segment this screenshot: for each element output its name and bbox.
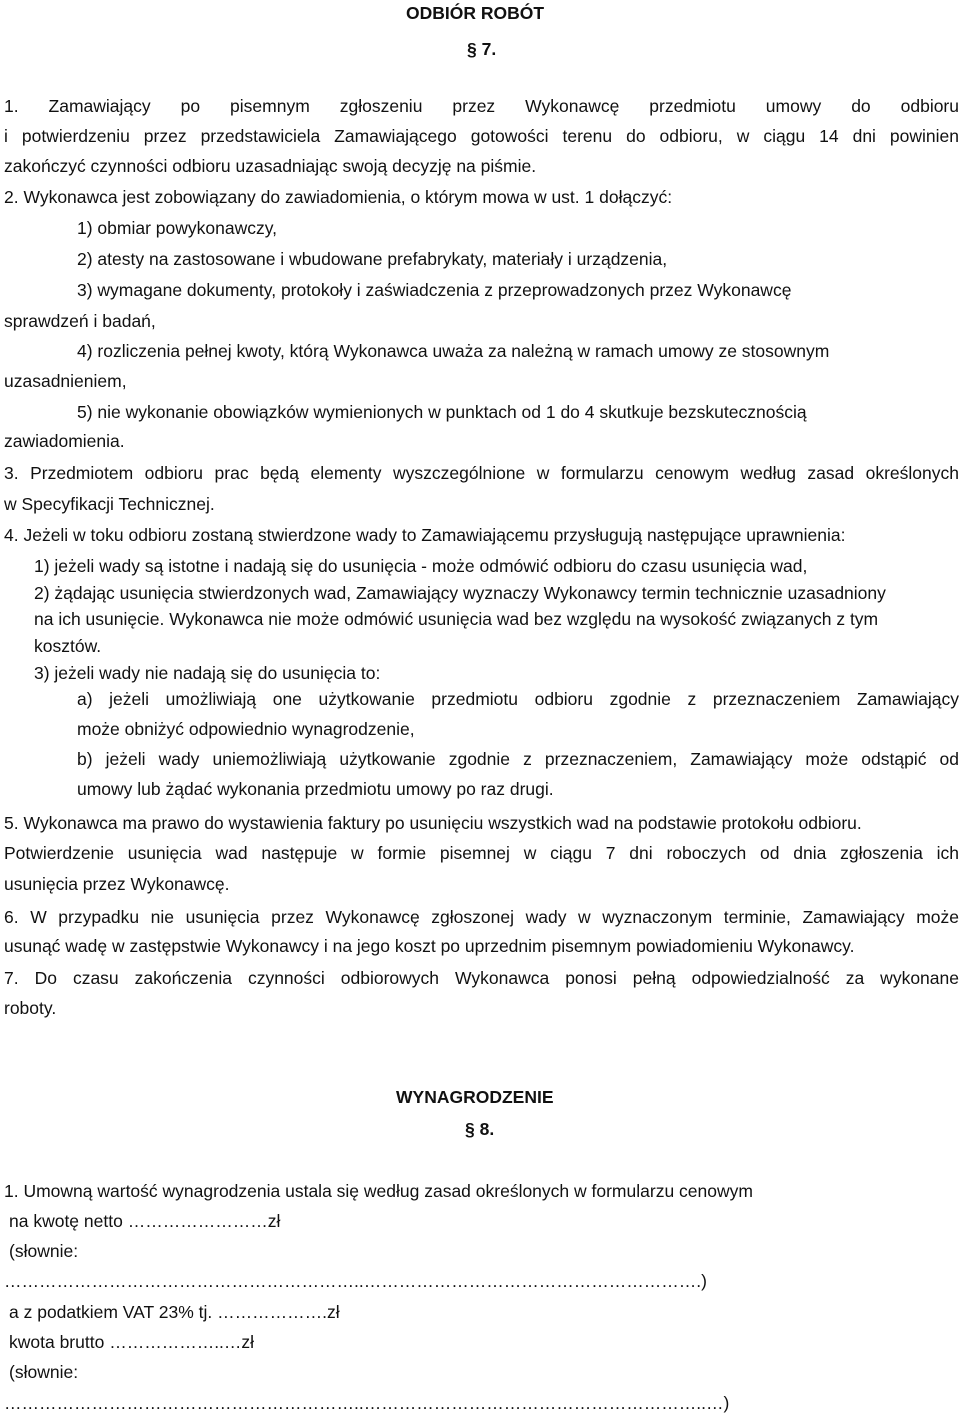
list-item: 3) jeżeli wady nie nadają się do usunięcia to: <box>34 663 381 683</box>
words-blank-line: ……………………………………………………..………………………………………………….) <box>4 1271 707 1291</box>
list-item: 5) nie wykonanie obowiązków wymienionych w punktach od 1 do 4 skutkuje bezskutecznością <box>77 402 807 422</box>
paragraph-line: 3. Przedmiotem odbioru prac będą elementy wyszczególnione w formularzu cenowym według zasad określonych <box>4 463 959 483</box>
paragraph-line: zawiadomienia. <box>4 431 125 451</box>
paragraph-line: Potwierdzenie usunięcia wad następuje w formie pisemnej w ciągu 7 dni roboczych od dnia zgłoszenia ich <box>4 843 959 863</box>
words-label: (słownie: <box>9 1362 79 1382</box>
section-7-number: § 7. <box>467 39 497 59</box>
paragraph-line: 6. W przypadku nie usunięcia przez Wykonawcę zgłoszonej wady w wyznaczonym terminie, Zamawiający może <box>4 907 959 927</box>
paragraph-line: może obniżyć odpowiednio wynagrodzenie, <box>77 719 415 739</box>
section-7-title: ODBIÓR ROBÓT <box>406 3 545 23</box>
list-item: 1) obmiar powykonawczy, <box>77 218 278 238</box>
gross-amount-line: kwota brutto ………………..…zł <box>9 1332 255 1352</box>
paragraph-line: 5. Wykonawca ma prawo do wystawienia faktury po usunięciu wszystkich wad na podstawie protokołu odbioru. <box>4 813 862 833</box>
paragraph-line: 4. Jeżeli w toku odbioru zostaną stwierdzone wady to Zamawiającemu przysługują następujące uprawnienia: <box>4 525 846 545</box>
paragraph-line: w Specyfikacji Technicznej. <box>4 494 215 514</box>
paragraph-line: umowy lub żądać wykonania przedmiotu umowy po raz drugi. <box>77 779 554 799</box>
list-item: b) jeżeli wady uniemożliwiają użytkowanie zgodnie z przeznaczeniem, Zamawiający może odstąpić od <box>77 749 959 769</box>
paragraph-line: 1. Zamawiający po pisemnym zgłoszeniu przez Wykonawcę przedmiotu umowy do odbioru <box>4 96 959 116</box>
list-item: 1) jeżeli wady są istotne i nadają się do usunięcia - może odmówić odbioru do czasu usunięcia wad, <box>34 556 808 576</box>
paragraph-line: roboty. <box>4 998 57 1018</box>
paragraph-line: na ich usunięcie. Wykonawca nie może odmówić usunięcia wad bez względu na wysokość związanych z tym <box>34 609 879 629</box>
words-blank-line: ……………………………………………………..…………………………………………………..…) <box>4 1393 730 1413</box>
paragraph-line: 7. Do czasu zakończenia czynności odbiorowych Wykonawca ponosi pełną odpowiedzialność za wykonane <box>4 968 959 988</box>
paragraph-line: zakończyć czynności odbioru uzasadniając swoją decyzję na piśmie. <box>4 156 537 176</box>
paragraph-line: i potwierdzeniu przez przedstawiciela Zamawiającego gotowości terenu do odbioru, w ciągu 14 dni powinien <box>4 126 959 146</box>
net-amount-line: na kwotę netto ……………………zł <box>9 1211 281 1231</box>
list-item: 2) atesty na zastosowane i wbudowane prefabrykaty, materiały i urządzenia, <box>77 249 668 269</box>
paragraph-line: sprawdzeń i badań, <box>4 311 156 331</box>
vat-amount-line: a z podatkiem VAT 23% tj. ……………….zł <box>9 1302 340 1322</box>
section-8-number: § 8. <box>465 1119 495 1139</box>
words-label: (słownie: <box>9 1241 79 1261</box>
paragraph-line: uzasadnieniem, <box>4 371 127 391</box>
paragraph-line: 1. Umowną wartość wynagrodzenia ustala się według zasad określonych w formularzu cenowym <box>4 1181 753 1201</box>
paragraph-line: kosztów. <box>34 636 102 656</box>
list-item: 3) wymagane dokumenty, protokoły i zaświadczenia z przeprowadzonych przez Wykonawcę <box>77 280 792 300</box>
section-8-title: WYNAGRODZENIE <box>396 1087 554 1107</box>
list-item: a) jeżeli umożliwiają one użytkowanie przedmiotu odbioru zgodnie z przeznaczeniem Zamawiający <box>77 689 959 709</box>
paragraph-line: usunięcia przez Wykonawcę. <box>4 874 230 894</box>
list-item: 4) rozliczenia pełnej kwoty, którą Wykonawca uważa za należną w ramach umowy ze stosownym <box>77 341 830 361</box>
list-item: 2) żądając usunięcia stwierdzonych wad, Zamawiający wyznaczy Wykonawcy termin technicznie uzasadniony <box>34 583 886 603</box>
paragraph-line: usunąć wadę w zastępstwie Wykonawcy i na jego koszt po uprzednim pisemnym powiadomieniu Wykonawcy. <box>4 936 855 956</box>
paragraph-line: 2. Wykonawca jest zobowiązany do zawiadomienia, o którym mowa w ust. 1 dołączyć: <box>4 187 673 207</box>
